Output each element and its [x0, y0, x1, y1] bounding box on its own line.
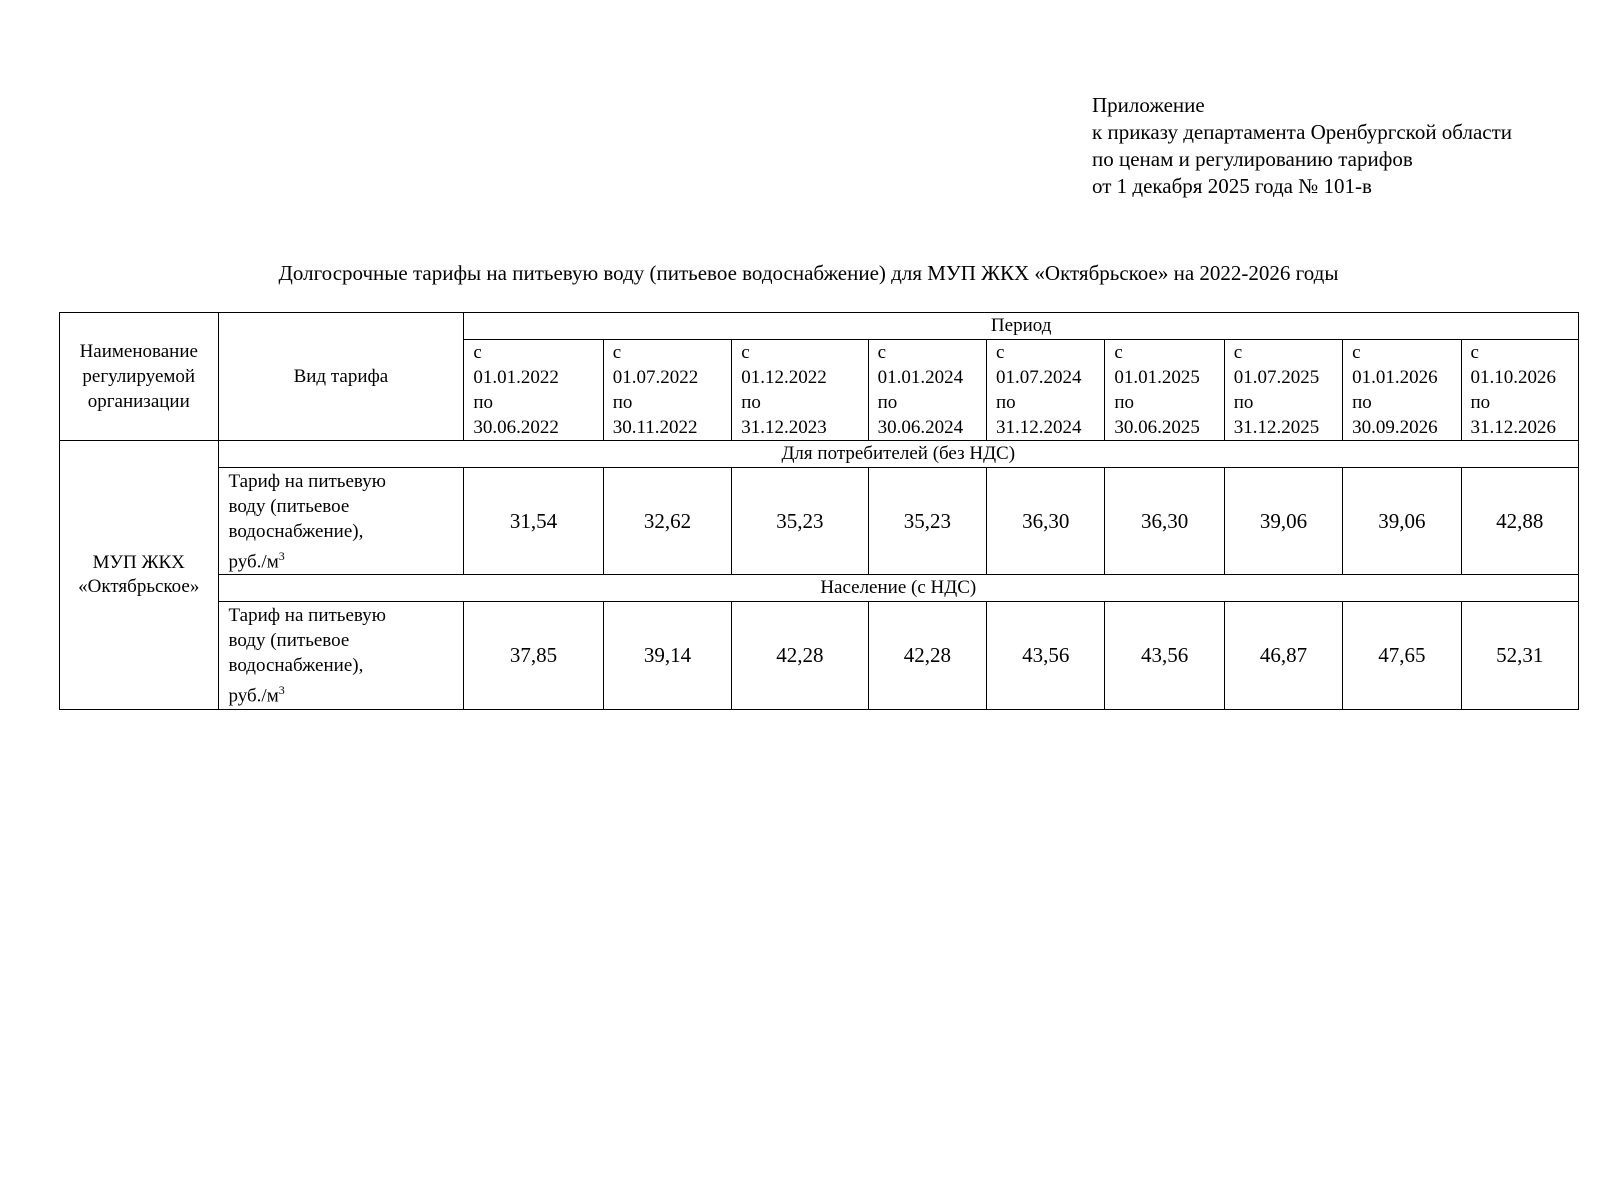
tariff-value: 42,28	[732, 602, 868, 709]
tariff-kind-line: Тариф на питьевую	[228, 471, 386, 492]
document-title: Долгосрочные тарифы на питьевую воду (питьевое водоснабжение) для МУП ЖКХ «Октябрьское» на 2022-2026 годы	[278, 261, 1339, 285]
period-cell: с 01.01.2025 по 30.06.2025	[1105, 340, 1224, 441]
period-cell: с 01.12.2022 по 31.12.2023	[732, 340, 868, 441]
tariff-value: 39,14	[603, 602, 731, 709]
tariff-kind-line: $руб./м^3$	[228, 683, 285, 707]
section-row-consumers	[60, 441, 1579, 468]
tariff-value: 42,28	[868, 602, 986, 709]
organization-name	[60, 441, 219, 710]
tariff-value: 32,62	[603, 468, 731, 575]
tariff-value: 39,06	[1224, 468, 1342, 575]
header-org-line: организации	[87, 391, 190, 412]
header-row-period	[60, 313, 1579, 340]
tariff-kind-cell	[218, 602, 464, 709]
tariff-value: 42,88	[1461, 468, 1578, 575]
tariff-value: 43,56	[1105, 602, 1224, 709]
table-row	[60, 468, 1579, 575]
tariff-kind-cell	[218, 468, 464, 575]
tariff-value: 31,54	[464, 468, 603, 575]
tariff-kind-line: воду (питьевое	[228, 496, 350, 517]
appendix-line: от 1 декабря 2025 года № 101-в	[1092, 174, 1372, 198]
header-tariff-kind: Вид тарифа	[218, 313, 464, 441]
unit-superscript: 3	[278, 683, 285, 698]
tariff-value: 39,06	[1343, 468, 1461, 575]
section-label: Население (с НДС)	[218, 575, 1578, 602]
appendix-line: по ценам и регулированию тарифов	[1092, 147, 1413, 171]
tariff-table	[59, 312, 1579, 710]
period-cell: с 01.01.2026 по 30.09.2026	[1343, 340, 1461, 441]
tariff-value: 37,85	[464, 602, 603, 709]
tariff-kind-line: водоснабжение),	[228, 655, 364, 677]
period-cell: с 01.01.2024 по 30.06.2024	[868, 340, 986, 441]
tariff-value: 35,23	[732, 468, 868, 575]
tariff-value: 46,87	[1224, 602, 1342, 709]
period-cell: с 01.01.2022 по 30.06.2022	[464, 340, 603, 441]
appendix-line: Приложение	[1092, 93, 1205, 117]
organization-line: «Октябрьское»	[78, 575, 200, 597]
tariff-kind-line: $руб./м^3$	[228, 549, 285, 573]
unit-superscript: 3	[278, 549, 285, 563]
tariff-value: 35,23	[868, 468, 986, 575]
organization-line: МУП ЖКХ	[92, 551, 185, 573]
tariff-value: 52,31	[1461, 602, 1578, 709]
table-row	[60, 602, 1579, 709]
section-label: Для потребителей (без НДС)	[218, 441, 1578, 468]
tariff-value: 36,30	[987, 468, 1105, 575]
tariff-kind-line: воду (питьевое	[228, 630, 350, 652]
tariff-kind-line: Тариф на питьевую	[228, 605, 386, 627]
tariff-value: 43,56	[987, 602, 1105, 709]
appendix-block	[1092, 92, 1512, 200]
tariff-value: 36,30	[1105, 468, 1224, 575]
header-org-line: Наименование	[79, 341, 198, 362]
section-row-population	[60, 575, 1579, 602]
tariff-kind-line: водоснабжение),	[228, 521, 364, 542]
period-cell: с 01.07.2024 по 31.12.2024	[987, 340, 1105, 441]
period-cell: с 01.07.2022 по 30.11.2022	[603, 340, 731, 441]
header-period: Период	[464, 313, 1579, 340]
header-org-line: регулируемой	[82, 366, 196, 387]
period-cell: с 01.10.2026 по 31.12.2026	[1461, 340, 1578, 441]
appendix-line: к приказу департамента Оренбургской области	[1092, 120, 1512, 144]
tariff-value: 47,65	[1343, 602, 1461, 709]
period-cell: с 01.07.2025 по 31.12.2025	[1224, 340, 1342, 441]
header-organization	[60, 313, 219, 441]
